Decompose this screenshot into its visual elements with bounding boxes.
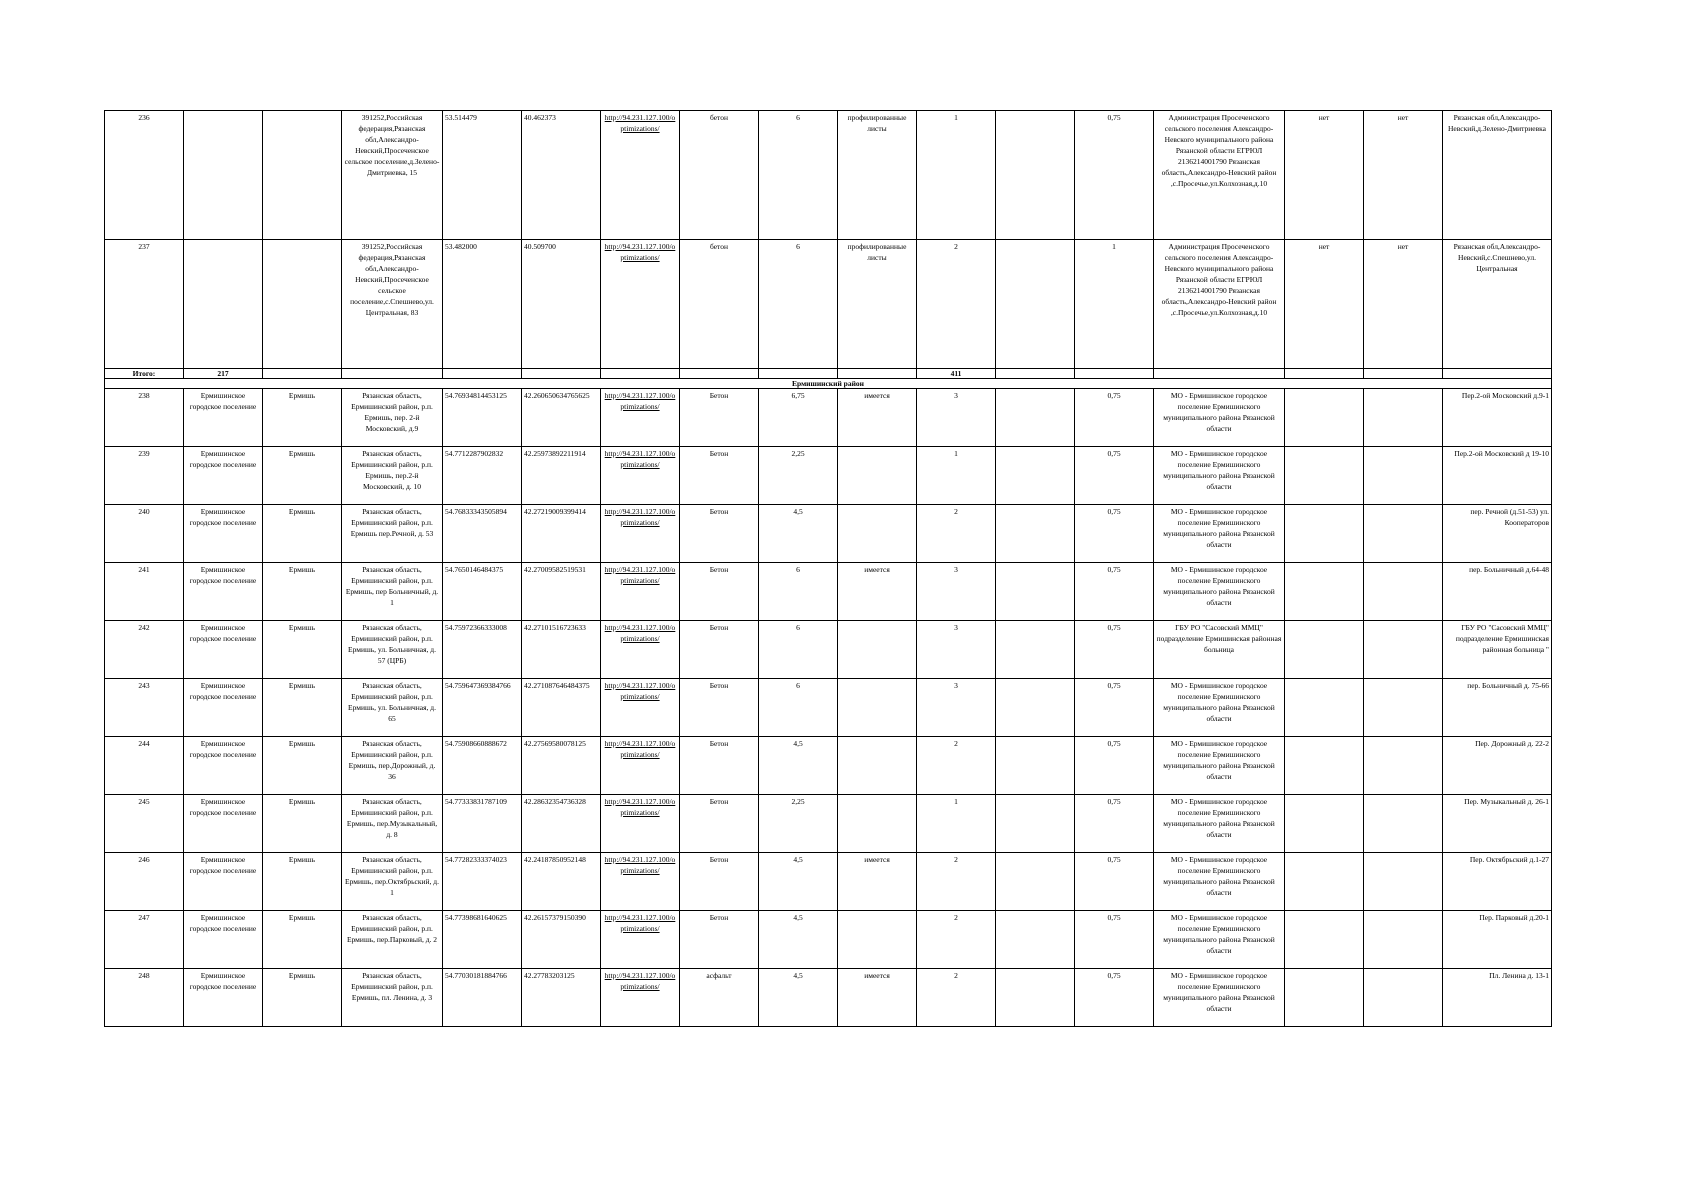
surface-cell: Бетон [680, 737, 759, 795]
address-cell: Рязанская область, Ермишинский район, р.п. Ермишь пер.Речной, д. 53 [342, 505, 443, 563]
flag-cell [1364, 563, 1443, 621]
surface-cell: Бетон [680, 563, 759, 621]
locality-cell: Ермишь [263, 969, 342, 1027]
flag-cell [1364, 621, 1443, 679]
latitude-cell: 54.77030181884766 [443, 969, 522, 1027]
owner-cell: МО - Ермишинское городское поселение Ермишинского муниципального района Рязанской области [1154, 795, 1285, 853]
empty-cell [996, 969, 1075, 1027]
district-heading: Ермишинский район [105, 379, 1552, 389]
surface-cell: бетон [680, 240, 759, 369]
locality-cell: Ермишь [263, 505, 342, 563]
flag-cell [1364, 679, 1443, 737]
row-number: 239 [105, 447, 184, 505]
settlement-cell: Ермишинское городское поселение [184, 505, 263, 563]
flag-cell: нет [1285, 111, 1364, 240]
locality-cell: Ермишь [263, 795, 342, 853]
fence-cell [838, 679, 917, 737]
table-body-main [105, 389, 1552, 1027]
row-number: 247 [105, 911, 184, 969]
owner-cell: Администрация Просеченского сельского поселения Александро-Невского муниципального района Рязанской области ЕГРЮЛ 2136214001790 Рязанская область,Александро-Невский район ,с.Просечье,ул.Колхозная,д.10 [1154, 240, 1285, 369]
map-link[interactable]: http://94.231.127.100/optimizations/ [604, 855, 676, 875]
empty-cell [996, 911, 1075, 969]
container-volume-cell: 0,75 [1075, 447, 1154, 505]
empty-cell [996, 240, 1075, 369]
locality-cell [263, 240, 342, 369]
area-cell: 6 [759, 621, 838, 679]
container-volume-cell: 0,75 [1075, 111, 1154, 240]
map-link[interactable]: http://94.231.127.100/optimizations/ [604, 242, 676, 262]
latitude-cell: 54.77282333374023 [443, 853, 522, 911]
waste-source-cell: Пер.2-ой Московский д.9-1 [1443, 389, 1552, 447]
map-link-cell [601, 621, 680, 679]
longitude-cell: 42.260650634765625 [522, 389, 601, 447]
table-row [105, 737, 1552, 795]
empty-cell [996, 679, 1075, 737]
waste-source-cell: Пер. Октябрьский д.1-27 [1443, 853, 1552, 911]
waste-source-cell: пер. Больничный д.64-48 [1443, 563, 1552, 621]
flag-cell [1285, 679, 1364, 737]
containers-count-cell: 3 [917, 389, 996, 447]
settlement-cell: Ермишинское городское поселение [184, 737, 263, 795]
settlement-cell: Ермишинское городское поселение [184, 447, 263, 505]
area-cell: 4,5 [759, 505, 838, 563]
flag-cell [1285, 563, 1364, 621]
map-link[interactable]: http://94.231.127.100/optimizations/ [604, 913, 676, 933]
map-link-cell [601, 679, 680, 737]
locality-cell: Ермишь [263, 389, 342, 447]
surface-cell: Бетон [680, 853, 759, 911]
longitude-cell: 42.28632354736328 [522, 795, 601, 853]
surface-cell: асфальт [680, 969, 759, 1027]
owner-cell: МО - Ермишинское городское поселение Ермишинского муниципального района Рязанской области [1154, 447, 1285, 505]
table-row [105, 563, 1552, 621]
latitude-cell: 54.75972366333008 [443, 621, 522, 679]
map-link[interactable]: http://94.231.127.100/optimizations/ [604, 507, 676, 527]
surface-cell: Бетон [680, 621, 759, 679]
row-number: 248 [105, 969, 184, 1027]
fence-cell [838, 737, 917, 795]
row-number: 237 [105, 240, 184, 369]
containers-count-cell: 1 [917, 111, 996, 240]
address-cell: Рязанская область, Ермишинский район, р.п. Ермишь, пл. Ленина, д. 3 [342, 969, 443, 1027]
row-number: 238 [105, 389, 184, 447]
locality-cell: Ермишь [263, 679, 342, 737]
map-link[interactable]: http://94.231.127.100/optimizations/ [604, 623, 676, 643]
longitude-cell: 42.271087646484375 [522, 679, 601, 737]
area-cell: 4,5 [759, 911, 838, 969]
fence-cell: имеется [838, 969, 917, 1027]
table-row [105, 853, 1552, 911]
surface-cell: бетон [680, 111, 759, 240]
total-label: Итого: [105, 369, 184, 379]
empty-cell [996, 853, 1075, 911]
flag-cell: нет [1285, 240, 1364, 369]
address-cell: 391252,Российская федерация,Рязанская обл,Александро-Невский,Просеченское сельское поселение,д.Зелено-Дмитриевка, 15 [342, 111, 443, 240]
owner-cell: Администрация Просеченского сельского поселения Александро-Невского муниципального района Рязанской области ЕГРЮЛ 2136214001790 Рязанская область,Александро-Невский район ,с.Просечье,ул.Колхозная,д.10 [1154, 111, 1285, 240]
flag-cell [1285, 969, 1364, 1027]
longitude-cell: 40.509700 [522, 240, 601, 369]
map-link-cell [601, 969, 680, 1027]
settlement-cell: Ермишинское городское поселение [184, 563, 263, 621]
containers-count-cell: 1 [917, 447, 996, 505]
locality-cell: Ермишь [263, 911, 342, 969]
map-link-cell [601, 505, 680, 563]
surface-cell: Бетон [680, 505, 759, 563]
locality-cell: Ермишь [263, 447, 342, 505]
fence-cell: имеется [838, 389, 917, 447]
empty-cell [1154, 369, 1285, 379]
table-row [105, 447, 1552, 505]
map-link[interactable]: http://94.231.127.100/optimizations/ [604, 449, 676, 469]
flag-cell [1285, 621, 1364, 679]
waste-source-cell: ГБУ РО "Сасовский ММЦ" подразделение Ермишинская районная больница " [1443, 621, 1552, 679]
container-volume-cell: 0,75 [1075, 737, 1154, 795]
locality-cell: Ермишь [263, 737, 342, 795]
owner-cell: МО - Ермишинское городское поселение Ермишинского муниципального района Рязанской области [1154, 853, 1285, 911]
containers-count-cell: 2 [917, 911, 996, 969]
total-containers: 411 [917, 369, 996, 379]
empty-cell [342, 369, 443, 379]
map-link[interactable]: http://94.231.127.100/optimizations/ [604, 565, 676, 585]
flag-cell [1285, 737, 1364, 795]
longitude-cell: 42.27569580078125 [522, 737, 601, 795]
empty-cell [522, 369, 601, 379]
latitude-cell: 53.482000 [443, 240, 522, 369]
empty-cell [601, 369, 680, 379]
flag-cell [1364, 795, 1443, 853]
empty-cell [1364, 369, 1443, 379]
containers-count-cell: 3 [917, 563, 996, 621]
map-link-cell [601, 111, 680, 240]
empty-cell [996, 369, 1075, 379]
flag-cell [1285, 505, 1364, 563]
row-number: 245 [105, 795, 184, 853]
address-cell: Рязанская область, Ермишинский район, р.п. Ермишь, пер.Парковый, д. 2 [342, 911, 443, 969]
table-row [105, 240, 1552, 369]
map-link-cell [601, 240, 680, 369]
map-link-cell [601, 911, 680, 969]
latitude-cell: 54.75908660888672 [443, 737, 522, 795]
latitude-cell: 54.76833343505894 [443, 505, 522, 563]
row-number: 240 [105, 505, 184, 563]
empty-cell [1443, 369, 1552, 379]
empty-cell [680, 369, 759, 379]
surface-cell: Бетон [680, 795, 759, 853]
flag-cell [1364, 389, 1443, 447]
containers-count-cell: 2 [917, 505, 996, 563]
longitude-cell: 42.27101516723633 [522, 621, 601, 679]
area-cell: 2,25 [759, 795, 838, 853]
area-cell: 6 [759, 679, 838, 737]
fence-cell [838, 911, 917, 969]
latitude-cell: 54.77333831787109 [443, 795, 522, 853]
latitude-cell: 53.514479 [443, 111, 522, 240]
waste-source-cell: Пер. Дорожный д. 22-2 [1443, 737, 1552, 795]
map-link-cell [601, 563, 680, 621]
surface-cell: Бетон [680, 447, 759, 505]
empty-cell [996, 111, 1075, 240]
owner-cell: МО - Ермишинское городское поселение Ермишинского муниципального района Рязанской области [1154, 679, 1285, 737]
flag-cell [1364, 969, 1443, 1027]
flag-cell [1285, 389, 1364, 447]
table-row [105, 679, 1552, 737]
locality-cell: Ермишь [263, 621, 342, 679]
latitude-cell: 54.77398681640625 [443, 911, 522, 969]
empty-cell [996, 737, 1075, 795]
longitude-cell: 42.27783203125 [522, 969, 601, 1027]
owner-cell: МО - Ермишинское городское поселение Ермишинского муниципального района Рязанской области [1154, 737, 1285, 795]
waste-source-cell: Пер.2-ой Московский д 19-10 [1443, 447, 1552, 505]
address-cell: 391252,Российская федерация,Рязанская обл,Александро-Невский,Просеченское сельское поселение,с.Спешнево,ул. Центральная, 83 [342, 240, 443, 369]
flag-cell: нет [1364, 111, 1443, 240]
address-cell: Рязанская область, Ермишинский район, р.п. Ермишь, пер.Октябрьский, д. 1 [342, 853, 443, 911]
address-cell: Рязанская область, Ермишинский район, р.п. Ермишь, пер.2-й Московский, д. 10 [342, 447, 443, 505]
locality-cell: Ермишь [263, 563, 342, 621]
fence-cell [838, 795, 917, 853]
empty-cell [996, 447, 1075, 505]
row-number: 246 [105, 853, 184, 911]
owner-cell: МО - Ермишинское городское поселение Ермишинского муниципального района Рязанской области [1154, 563, 1285, 621]
total-count: 217 [184, 369, 263, 379]
longitude-cell: 42.27009582519531 [522, 563, 601, 621]
area-cell: 6 [759, 563, 838, 621]
row-number: 241 [105, 563, 184, 621]
empty-cell [263, 369, 342, 379]
fence-cell: профилированные листы [838, 240, 917, 369]
table-row [105, 969, 1552, 1027]
total-row [105, 369, 1552, 379]
settlement-cell: Ермишинское городское поселение [184, 795, 263, 853]
map-link-cell [601, 389, 680, 447]
containers-count-cell: 3 [917, 621, 996, 679]
fence-cell [838, 447, 917, 505]
area-cell: 4,5 [759, 969, 838, 1027]
area-cell: 6 [759, 111, 838, 240]
container-volume-cell: 0,75 [1075, 389, 1154, 447]
fence-cell [838, 621, 917, 679]
map-link-cell [601, 447, 680, 505]
address-cell: Рязанская область, Ермишинский район, р.п. Ермишь, пер. 2-й Московский, д.9 [342, 389, 443, 447]
fence-cell: профилированные листы [838, 111, 917, 240]
registry-table [104, 110, 1552, 1027]
owner-cell: ГБУ РО "Сасовский ММЦ" подразделение Ермишинская районная больница [1154, 621, 1285, 679]
table-row [105, 389, 1552, 447]
container-volume-cell: 0,75 [1075, 505, 1154, 563]
district-row [105, 379, 1552, 389]
table-body-summary [105, 369, 1552, 389]
table-row [105, 505, 1552, 563]
container-volume-cell: 0,75 [1075, 621, 1154, 679]
address-cell: Рязанская область, Ермишинский район, р.п. Ермишь, ул. Больничная, д. 57 (ЦРБ) [342, 621, 443, 679]
area-cell: 4,5 [759, 853, 838, 911]
address-cell: Рязанская область, Ермишинский район, р.п. Ермишь, пер.Музыкальный, д. 8 [342, 795, 443, 853]
locality-cell [263, 111, 342, 240]
longitude-cell: 42.26157379150390 [522, 911, 601, 969]
flag-cell [1285, 795, 1364, 853]
fence-cell: имеется [838, 563, 917, 621]
map-link-cell [601, 853, 680, 911]
flag-cell [1364, 505, 1443, 563]
empty-cell [996, 795, 1075, 853]
address-cell: Рязанская область, Ермишинский район, р.п. Ермишь, пер Больничный, д. 1 [342, 563, 443, 621]
table-row [105, 621, 1552, 679]
empty-cell [443, 369, 522, 379]
flag-cell [1285, 911, 1364, 969]
owner-cell: МО - Ермишинское городское поселение Ермишинского муниципального района Рязанской области [1154, 389, 1285, 447]
surface-cell: Бетон [680, 679, 759, 737]
settlement-cell: Ермишинское городское поселение [184, 621, 263, 679]
row-number: 243 [105, 679, 184, 737]
address-cell: Рязанская область, Ермишинский район, р.п. Ермишь, ул. Больничная, д. 65 [342, 679, 443, 737]
area-cell: 4,5 [759, 737, 838, 795]
empty-cell [1075, 369, 1154, 379]
row-number: 244 [105, 737, 184, 795]
containers-count-cell: 2 [917, 737, 996, 795]
map-link[interactable]: http://94.231.127.100/optimizations/ [604, 681, 676, 701]
surface-cell: Бетон [680, 911, 759, 969]
settlement-cell: Ермишинское городское поселение [184, 969, 263, 1027]
longitude-cell: 42.24187850952148 [522, 853, 601, 911]
address-cell: Рязанская область, Ермишинский район, р.п. Ермишь, пер.Дорожный, д. 36 [342, 737, 443, 795]
latitude-cell: 54.7712287902832 [443, 447, 522, 505]
settlement-cell: Ермишинское городское поселение [184, 853, 263, 911]
flag-cell [1285, 853, 1364, 911]
container-volume-cell: 0,75 [1075, 853, 1154, 911]
locality-cell: Ермишь [263, 853, 342, 911]
waste-source-cell: Пер. Парковый д.20-1 [1443, 911, 1552, 969]
waste-source-cell: пер. Больничный д. 75-66 [1443, 679, 1552, 737]
settlement-cell [184, 240, 263, 369]
containers-count-cell: 2 [917, 969, 996, 1027]
empty-cell [759, 369, 838, 379]
empty-cell [996, 505, 1075, 563]
waste-source-cell: пер. Речной (д.51-53) ул. Кооператоров [1443, 505, 1552, 563]
waste-source-cell: Рязанская обл,Александро-Невский,с.Спешнево,ул. Центральная [1443, 240, 1552, 369]
flag-cell [1364, 911, 1443, 969]
latitude-cell: 54.7650146484375 [443, 563, 522, 621]
map-link-cell [601, 737, 680, 795]
owner-cell: МО - Ермишинское городское поселение Ермишинского муниципального района Рязанской области [1154, 911, 1285, 969]
empty-cell [996, 563, 1075, 621]
containers-count-cell: 1 [917, 795, 996, 853]
longitude-cell: 42.25973892211914 [522, 447, 601, 505]
empty-cell [996, 621, 1075, 679]
fence-cell: имеется [838, 853, 917, 911]
settlement-cell [184, 111, 263, 240]
area-cell: 6 [759, 240, 838, 369]
flag-cell [1364, 737, 1443, 795]
area-cell: 6,75 [759, 389, 838, 447]
owner-cell: МО - Ермишинское городское поселение Ермишинского муниципального района Рязанской области [1154, 505, 1285, 563]
map-link[interactable]: http://94.231.127.100/optimizations/ [604, 113, 676, 133]
map-link-cell [601, 795, 680, 853]
surface-cell: Бетон [680, 389, 759, 447]
row-number: 242 [105, 621, 184, 679]
waste-source-cell: Пл. Ленина д. 13-1 [1443, 969, 1552, 1027]
settlement-cell: Ермишинское городское поселение [184, 911, 263, 969]
container-volume-cell: 0,75 [1075, 911, 1154, 969]
map-link[interactable]: http://94.231.127.100/optimizations/ [604, 739, 676, 759]
empty-cell [838, 369, 917, 379]
container-volume-cell: 0,75 [1075, 795, 1154, 853]
table-row [105, 111, 1552, 240]
container-volume-cell: 0,75 [1075, 969, 1154, 1027]
flag-cell [1285, 447, 1364, 505]
flag-cell: нет [1364, 240, 1443, 369]
flag-cell [1364, 447, 1443, 505]
flag-cell [1364, 853, 1443, 911]
waste-source-cell: Рязанская обл,Александро-Невский,д.Зелено-Дмитриевка [1443, 111, 1552, 240]
map-link[interactable]: http://94.231.127.100/optimizations/ [604, 971, 676, 991]
row-number: 236 [105, 111, 184, 240]
containers-count-cell: 2 [917, 853, 996, 911]
waste-source-cell: Пер. Музыкальный д. 26-1 [1443, 795, 1552, 853]
map-link[interactable]: http://94.231.127.100/optimizations/ [604, 391, 676, 411]
table-row [105, 911, 1552, 969]
empty-cell [1285, 369, 1364, 379]
latitude-cell: 54.76934814453125 [443, 389, 522, 447]
longitude-cell: 40.462373 [522, 111, 601, 240]
table-row [105, 795, 1552, 853]
containers-count-cell: 2 [917, 240, 996, 369]
latitude-cell: 54.759647369384766 [443, 679, 522, 737]
table-body-top [105, 111, 1552, 369]
containers-count-cell: 3 [917, 679, 996, 737]
map-link[interactable]: http://94.231.127.100/optimizations/ [604, 797, 676, 817]
settlement-cell: Ермишинское городское поселение [184, 389, 263, 447]
empty-cell [996, 389, 1075, 447]
area-cell: 2,25 [759, 447, 838, 505]
longitude-cell: 42.27219009399414 [522, 505, 601, 563]
settlement-cell: Ермишинское городское поселение [184, 679, 263, 737]
owner-cell: МО - Ермишинское городское поселение Ермишинского муниципального района Рязанской области [1154, 969, 1285, 1027]
container-volume-cell: 0,75 [1075, 563, 1154, 621]
container-volume-cell: 1 [1075, 240, 1154, 369]
fence-cell [838, 505, 917, 563]
container-volume-cell: 0,75 [1075, 679, 1154, 737]
